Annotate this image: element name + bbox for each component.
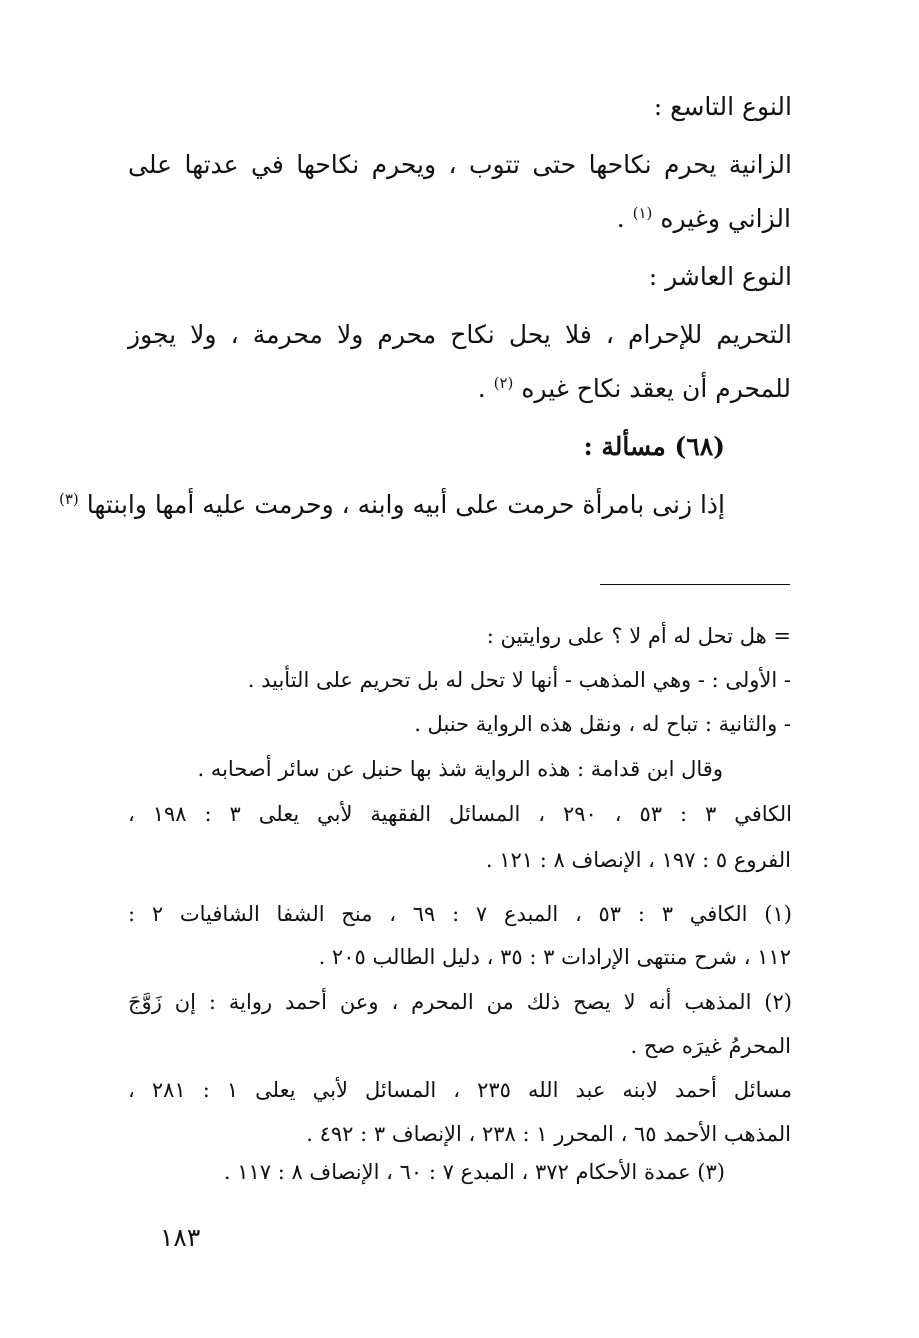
type10-line-1: التحريم للإحرام ، فلا يحل نكاح محرم ولا محرمة ، ولا يجوز: [128, 320, 792, 349]
type10-line-2-text: للمحرم أن يعقد نكاح غيره: [521, 374, 791, 403]
footnote-cont-line-1: = هل تحل له أم لا ؟ على روايتين :: [486, 624, 791, 648]
footnote-2-line-4: المذهب الأحمد ٦٥ ، المحرر ١ : ٢٣٨ ، الإنصاف ٣ : ٤٩٢ .: [306, 1122, 791, 1146]
footnote-cont-line-6: الفروع ٥ : ١٩٧ ، الإنصاف ٨ : ١٢١ .: [485, 848, 791, 872]
type10-line-2-end: .: [477, 374, 486, 403]
type9-line-1: الزانية يحرم نكاحها حتى تتوب ، ويحرم نكاحها في عدتها على: [128, 150, 792, 179]
type9-line-2-end: .: [616, 204, 625, 233]
issue-number: (٦٨): [674, 432, 725, 461]
footnote-cont-line-5: الكافي ٣ : ٥٣ ، ٢٩٠ ، المسائل الفقهية لأبي يعلى ٣ : ١٩٨ ،: [128, 802, 792, 826]
type10-heading: النوع العاشر :: [648, 262, 792, 291]
footnote-cont-line-4: وقال ابن قدامة : هذه الرواية شذ بها حنبل عن سائر أصحابه .: [197, 757, 723, 781]
footnote-2-line-1: (٢) المذهب أنه لا يصح ذلك من المحرم ، وعن أحمد رواية : إن زَوَّجَ: [128, 990, 792, 1014]
footnote-2-line-2: المحرمُ غيرَه صح .: [630, 1034, 791, 1058]
footnote-3-line-1: (٣) عمدة الأحكام ٣٧٢ ، المبدع ٧ : ٦٠ ، الإنصاف ٨ : ١١٧ .: [223, 1160, 725, 1184]
footnote-2-line-3: مسائل أحمد لابنه عبد الله ٢٣٥ ، المسائل لأبي يعلى ١ : ٢٨١ ،: [128, 1078, 792, 1102]
footnote-ref-1[interactable]: (١): [632, 204, 653, 222]
issue-label: مسألة :: [583, 432, 666, 461]
footnote-1-line-1: (١) الكافي ٣ : ٥٣ ، المبدع ٧ : ٦٩ ، منح الشفا الشافيات ٢ :: [128, 902, 792, 926]
page-number: ١٨٣: [160, 1223, 201, 1252]
issue-line-1-text: إذا زنى بامرأة حرمت على أبيه وابنه ، وحرمت عليه أمها وابنتها: [86, 490, 725, 519]
type9-heading: النوع التاسع :: [653, 92, 792, 121]
issue-heading: [61, 432, 725, 461]
footnote-ref-3[interactable]: (٣): [59, 490, 79, 508]
footnote-cont-line-2: - الأولى : - وهي المذهب - أنها لا تحل له بل تحريم على التأبيد .: [247, 668, 791, 692]
type10-line-2: [127, 374, 791, 403]
footnote-cont-line-3: - والثانية : تباح له ، ونقل هذه الرواية حنبل .: [414, 712, 791, 736]
type9-line-2: [127, 204, 791, 233]
footnote-ref-2[interactable]: (٢): [493, 374, 514, 392]
footnote-separator: [600, 584, 790, 585]
issue-line-1: [61, 490, 725, 519]
type9-line-2-text: الزاني وغيره: [660, 204, 791, 233]
footnote-1-line-2: ١١٢ ، شرح منتهى الإرادات ٣ : ٣٥ ، دليل الطالب ٢٠٥ .: [318, 945, 791, 969]
